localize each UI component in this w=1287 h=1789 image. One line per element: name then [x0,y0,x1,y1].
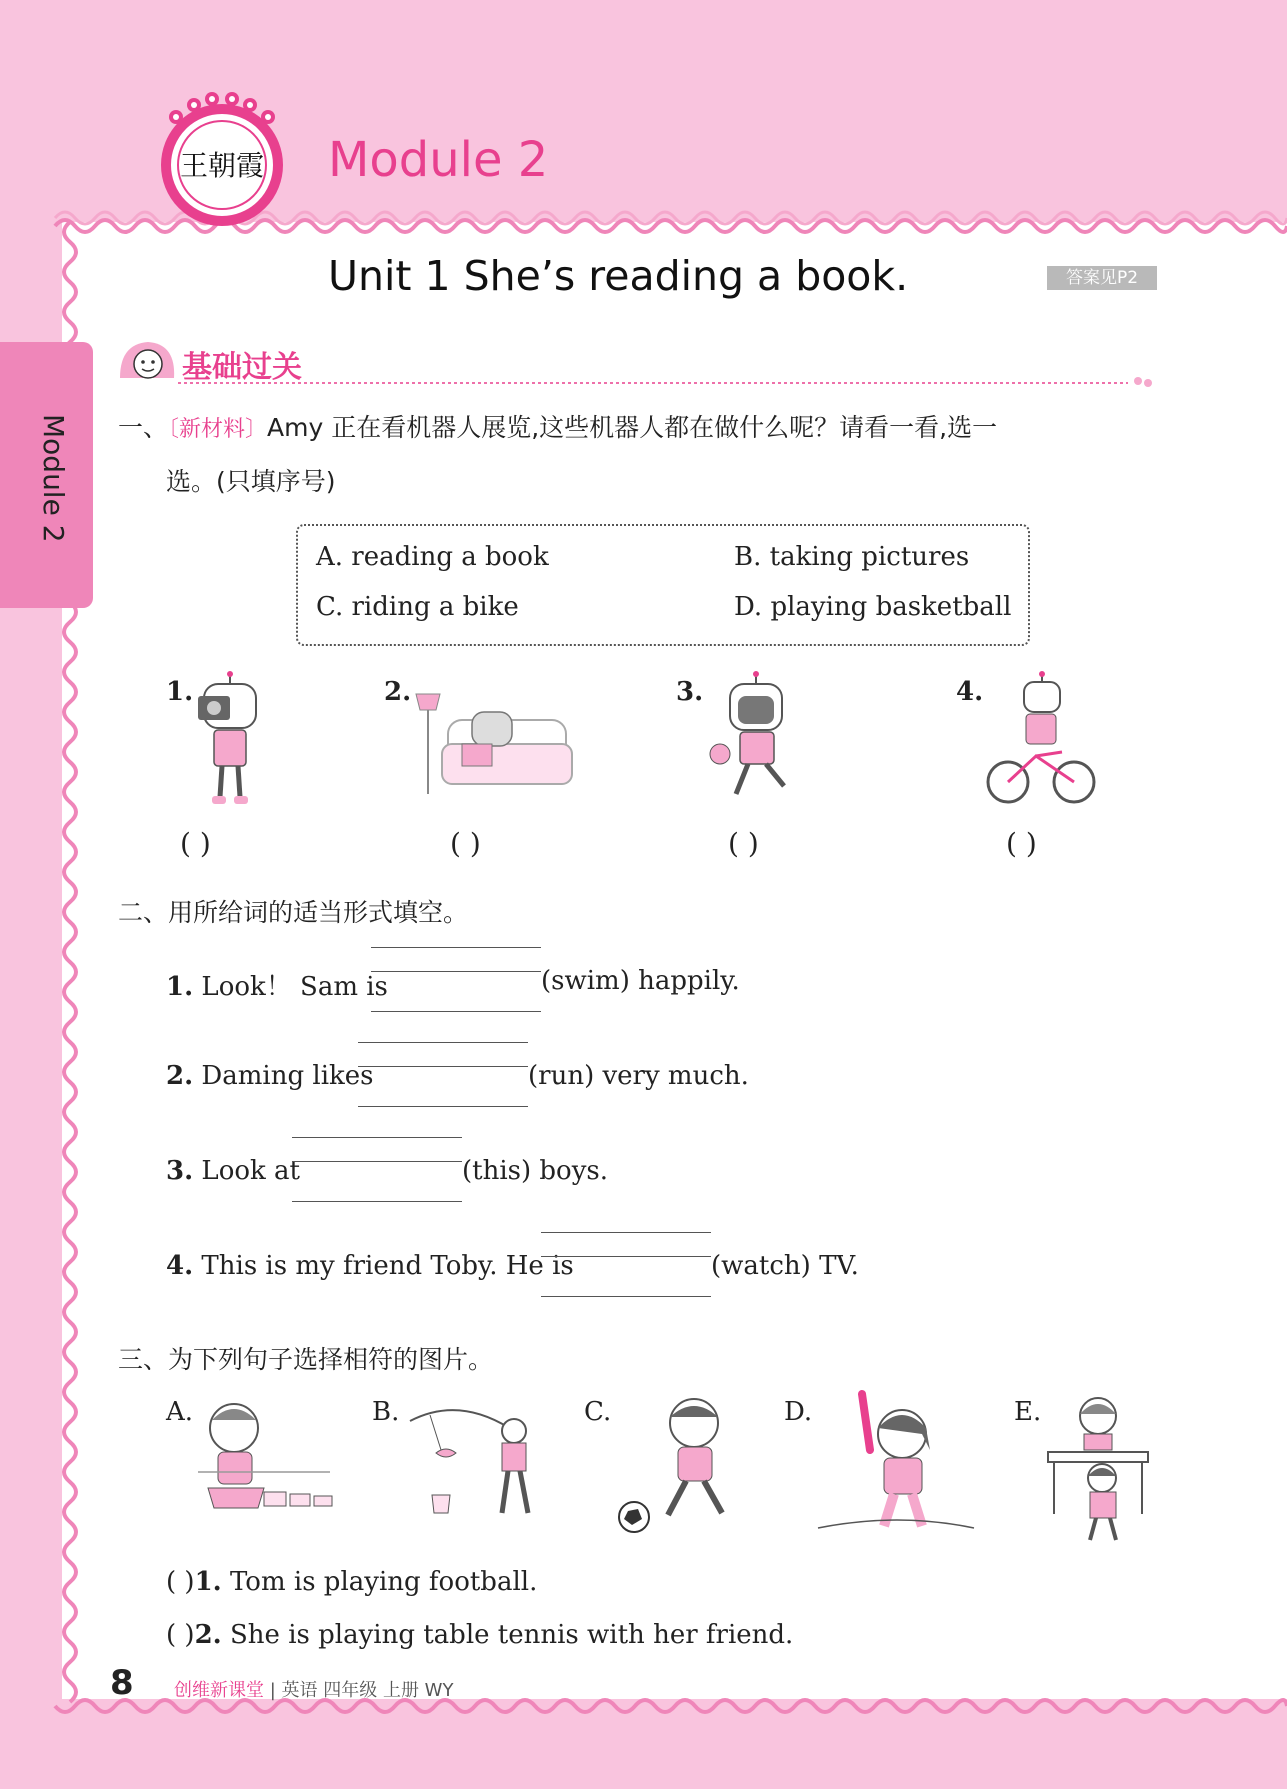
fill-num: 4. [166,1251,194,1281]
robot-taking-picture-icon [190,672,270,807]
section-label: 基础过关 [182,350,302,385]
side-tab-label: Module 2 [37,414,70,543]
page-number: 8 [110,1663,134,1703]
boy-playing-toy-train-icon [198,1398,338,1518]
q1-tag: 〔新材料〕 [168,417,268,442]
fill-after: (run) very much. [528,1061,749,1091]
item-number: 3. [676,677,704,707]
sentence-num: 1. [194,1567,222,1597]
footer-details: | 英语 四年级 上册 WY [269,1680,454,1701]
answer-tag: 答案见P2 [1047,266,1157,290]
picture-letter: B. [372,1397,400,1427]
side-module-tab [0,342,93,608]
fill-num: 1. [166,972,194,1002]
q1-line1: Amy 正在看机器人展览,这些机器人都在做什么呢？请看一看,选一 [267,413,998,442]
unit-title: Unit 1 She’s reading a book. [328,252,909,300]
option-a: A. reading a book [316,542,549,572]
logo-text: 王朝霞 [179,149,265,182]
option-d: D. playing basketball [734,592,1012,622]
q1-instruction-line2: 选。(只填序号) [166,467,336,496]
wavy-bottom-border [55,1698,1287,1728]
section-divider [118,381,1158,391]
q1-instruction [118,408,997,444]
q1-prefix: 一、 [118,413,169,442]
sentence-text: Tom is playing football. [229,1567,538,1597]
item-number: 1. [166,677,194,707]
girls-playing-table-tennis-icon [1046,1394,1150,1544]
robot-playing-basketball-icon [706,672,806,807]
fill-before: Daming likes [201,1061,374,1091]
option-b: B. taking pictures [734,542,970,572]
brand-logo-badge [158,95,286,223]
answer-paren[interactable]: ( ) [166,1620,195,1650]
section-header [118,338,1158,388]
sentence-num: 2. [194,1620,222,1650]
fill-num: 2. [166,1061,194,1091]
answer-paren[interactable]: ( ) [450,827,481,860]
answer-paren[interactable]: ( ) [166,1567,195,1597]
fill-num: 3. [166,1156,194,1186]
picture-letter: C. [584,1397,612,1427]
answer-blank[interactable] [371,947,541,1011]
footer-info [174,1676,453,1702]
girl-dancing-icon [818,1394,978,1534]
answer-blank[interactable] [292,1137,462,1201]
answer-blank[interactable] [358,1042,528,1106]
robot-reading-on-sofa-icon [412,684,572,809]
picture-letter: A. [166,1397,194,1427]
item-number: 4. [956,677,984,707]
options-box [296,524,1030,646]
fill-after: (watch) TV. [711,1251,859,1281]
answer-paren[interactable]: ( ) [180,827,211,860]
sentence-1 [166,1567,537,1597]
fill-after: (this) boys. [462,1156,608,1186]
answer-paren[interactable]: ( ) [1006,827,1037,860]
module-title: Module 2 [328,132,549,188]
q2-title: 二、用所给词的适当形式填空。 [118,898,469,927]
fill-item-2 [166,1061,374,1091]
answer-paren[interactable]: ( ) [728,827,759,860]
footer-brand: 创维新课堂 [174,1680,264,1701]
picture-letter: E. [1014,1397,1042,1427]
option-c: C. riding a bike [316,592,519,622]
fill-after: (swim) happily. [541,966,740,996]
q3-title: 三、为下列句子选择相符的图片。 [118,1345,494,1374]
fill-item-4 [166,1251,574,1281]
robot-riding-bike-icon [986,672,1096,807]
fill-before: This is my friend Toby. He is [201,1251,574,1281]
fill-before: Look at [201,1156,300,1186]
boy-playing-football-icon [614,1395,754,1535]
sentence-text: She is playing table tennis with her friend. [229,1620,794,1650]
fill-item-3 [166,1156,300,1186]
fill-item-1 [166,966,388,1003]
boy-fishing-icon [410,1395,540,1525]
picture-letter: D. [784,1397,813,1427]
fill-before: Look！ Sam is [201,972,388,1002]
sentence-2 [166,1620,793,1650]
item-number: 2. [384,677,412,707]
answer-blank[interactable] [541,1232,711,1296]
